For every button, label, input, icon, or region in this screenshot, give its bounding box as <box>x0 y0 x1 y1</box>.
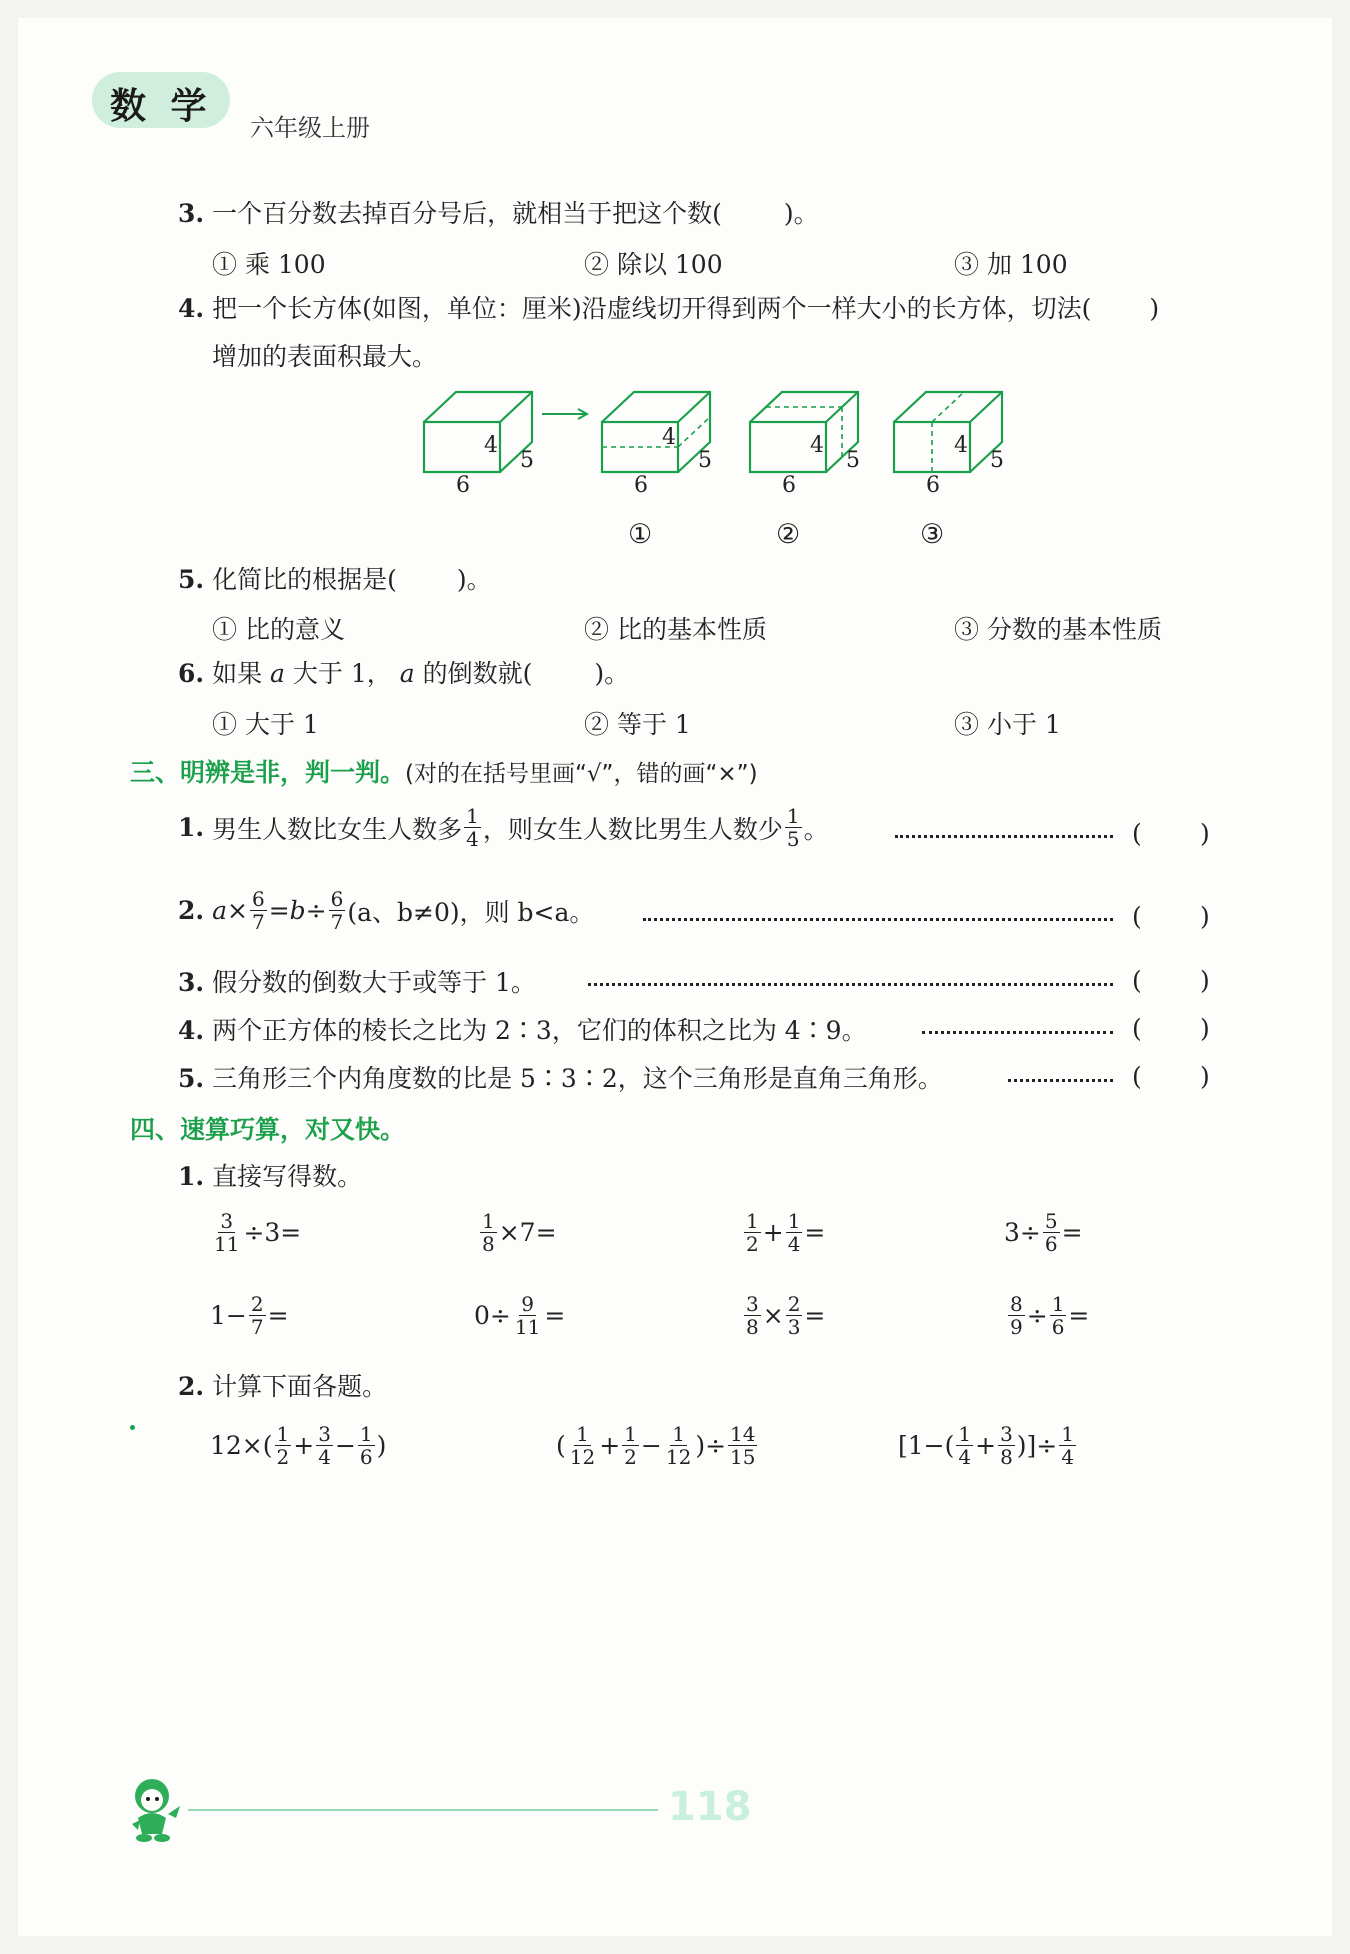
question-number: 3. <box>178 968 205 997</box>
numerator: 3 <box>220 1209 234 1233</box>
leader-dots <box>922 1031 1113 1034</box>
expression-text: )]÷ <box>1016 1431 1058 1460</box>
question-stem-end: )。 <box>456 565 492 594</box>
numerator: 1 <box>1061 1422 1074 1446</box>
question-number: 5. <box>178 1064 205 1093</box>
expression-text: ( <box>556 1431 566 1460</box>
cuboid-cut-1 <box>602 392 710 472</box>
numerator: 3 <box>318 1422 331 1446</box>
question-stem: 大于 1， <box>292 659 392 688</box>
question-stem: 直接写得数。 <box>212 1162 363 1191</box>
question-stem-end: )。 <box>594 659 630 688</box>
numerator: 2 <box>787 1292 801 1316</box>
fraction <box>744 1210 761 1255</box>
calc2-expr-1 <box>210 1423 386 1468</box>
numerator: 1 <box>787 1209 801 1233</box>
denominator: 7 <box>250 1315 264 1339</box>
denominator: 6 <box>359 1445 373 1469</box>
numerator: 1 <box>359 1422 373 1446</box>
expression-text: = <box>804 1218 826 1247</box>
fraction <box>358 1423 375 1468</box>
numerator: 1 <box>958 1422 972 1446</box>
calc-item-6 <box>474 1293 565 1338</box>
question-5 <box>178 563 492 597</box>
denominator: 3 <box>787 1315 801 1339</box>
cut-option-2[interactable]: ② <box>776 519 801 550</box>
cuboid-figure <box>400 380 1040 555</box>
fraction <box>568 1423 597 1468</box>
judge-2 <box>178 888 594 933</box>
dim-width: 5 <box>990 448 1004 473</box>
numerator: 1 <box>576 1422 589 1446</box>
judge-5 <box>178 1062 943 1096</box>
judge-2-answer-open[interactable]: ( <box>1132 902 1142 931</box>
statement-text: 。 <box>803 814 829 844</box>
judge-3-answer-open[interactable]: ( <box>1132 966 1142 995</box>
question-number: 2. <box>178 896 205 925</box>
section-4-heading: 四、速算巧算，对又快。 <box>130 1115 406 1144</box>
arrow-icon <box>542 409 587 419</box>
denominator: 4 <box>1061 1445 1074 1469</box>
denominator: 15 <box>730 1445 756 1469</box>
question-number: 1. <box>178 1162 205 1191</box>
cuboid-cut-3 <box>894 392 1002 472</box>
calc-item-4 <box>1004 1210 1083 1255</box>
judge-3 <box>178 966 536 1000</box>
calc2-expr-3 <box>898 1423 1078 1468</box>
fraction <box>316 1423 333 1468</box>
fraction <box>786 1293 803 1338</box>
denominator: 4 <box>318 1445 331 1469</box>
expression-text: ) <box>376 1431 387 1460</box>
expression-text: ×7= <box>498 1218 557 1247</box>
expression-text: ÷3= <box>243 1218 302 1247</box>
statement-text: ，则女生人数比男生人数少 <box>482 814 783 844</box>
calc-item-8 <box>1006 1293 1089 1338</box>
fraction <box>1059 1423 1076 1468</box>
fraction <box>786 1210 803 1255</box>
fraction <box>728 1423 757 1468</box>
denominator: 2 <box>624 1445 637 1469</box>
leader-dots <box>895 835 1113 838</box>
dim-height: 4 <box>484 433 498 458</box>
question-stem: 把一个长方体(如图，单位：厘米)沿虚线切开得到两个一样大小的长方体，切法( <box>212 294 1092 323</box>
denominator: 6 <box>1051 1315 1065 1339</box>
operator: − <box>334 1431 356 1460</box>
question-number: 6. <box>178 659 205 688</box>
numerator: 8 <box>1010 1292 1023 1316</box>
fraction <box>464 805 481 850</box>
question-stem: 的倒数就( <box>422 659 533 688</box>
question-stem-end: ) <box>1149 294 1160 323</box>
judge-1 <box>178 805 829 850</box>
fraction <box>249 1293 266 1338</box>
question-3 <box>178 197 819 231</box>
dim-length: 6 <box>782 473 796 498</box>
footer-rule <box>188 1809 658 1811</box>
leader-dots <box>643 918 1113 921</box>
statement-text: 三角形三个内角度数的比是 5∶3∶2，这个三角形是直角三角形。 <box>212 1064 943 1093</box>
q3-option-3[interactable]: ③ 加 100 <box>954 250 1068 279</box>
denominator: 9 <box>1010 1315 1023 1339</box>
dim-width: 5 <box>698 448 712 473</box>
calc-item-7 <box>742 1293 825 1338</box>
variable-a: a <box>270 659 285 688</box>
dim-height: 4 <box>662 425 676 450</box>
question-number: 5. <box>178 565 205 594</box>
judge-5-answer-close[interactable]: ) <box>1200 1062 1210 1091</box>
question-4-line2: 增加的表面积最大。 <box>212 342 438 371</box>
expression-text: = <box>1061 1218 1083 1247</box>
header-grade: 六年级上册 <box>250 114 370 142</box>
denominator: 2 <box>746 1232 759 1256</box>
calc-item-5 <box>210 1293 289 1338</box>
dim-length: 6 <box>926 473 940 498</box>
judge-4 <box>178 1014 867 1048</box>
denominator: 8 <box>1000 1445 1013 1469</box>
numerator: 14 <box>730 1422 756 1446</box>
judge-4-answer-open[interactable]: ( <box>1132 1014 1142 1043</box>
statement-text: 男生人数比女生人数多 <box>212 814 463 844</box>
calc-2-heading <box>178 1370 387 1404</box>
calc-item-1 <box>210 1210 301 1255</box>
cuboid-cut-2 <box>750 392 858 472</box>
expression-text: = <box>544 1301 566 1330</box>
numerator: 3 <box>746 1292 759 1316</box>
green-dot <box>130 1425 135 1430</box>
q6-option-2[interactable]: ② 等于 1 <box>584 710 691 739</box>
question-6 <box>178 657 629 691</box>
cut-option-3[interactable]: ③ <box>920 519 945 550</box>
numerator: 6 <box>251 887 265 911</box>
dim-length: 6 <box>634 473 648 498</box>
expression-text: 1− <box>210 1301 247 1330</box>
denominator: 4 <box>787 1232 801 1256</box>
fraction <box>998 1423 1015 1468</box>
operator: + <box>599 1431 621 1460</box>
fraction <box>1050 1293 1067 1338</box>
question-stem: 计算下面各题。 <box>212 1372 388 1401</box>
section-3-heading <box>130 753 758 789</box>
fraction <box>785 805 802 850</box>
question-number: 1. <box>178 813 205 842</box>
calc-item-2 <box>478 1210 557 1255</box>
fraction <box>744 1293 761 1338</box>
numerator: 1 <box>482 1209 495 1233</box>
expression-text: = <box>804 1301 826 1330</box>
dim-length: 6 <box>456 473 470 498</box>
numerator: 6 <box>330 887 344 911</box>
judge-3-answer-close[interactable]: ) <box>1200 966 1210 995</box>
dim-width: 5 <box>520 448 534 473</box>
numerator: 1 <box>786 804 800 828</box>
operator: + <box>975 1431 997 1460</box>
fraction <box>480 1210 497 1255</box>
denominator: 12 <box>569 1445 596 1469</box>
expression-text: 0÷ <box>474 1301 511 1330</box>
judge-2-answer-close[interactable]: ) <box>1200 902 1210 931</box>
numerator: 2 <box>250 1292 264 1316</box>
operator: ÷ <box>1026 1301 1048 1330</box>
numerator: 1 <box>672 1422 685 1446</box>
denominator: 8 <box>482 1232 495 1256</box>
question-stem: 一个百分数去掉百分号后，就相当于把这个数( <box>212 199 722 228</box>
numerator: 3 <box>1000 1422 1013 1446</box>
fraction <box>250 888 267 933</box>
fraction <box>664 1423 693 1468</box>
q6-option-3[interactable]: ③ 小于 1 <box>954 710 1061 739</box>
q5-option-3[interactable]: ③ 分数的基本性质 <box>954 615 1162 644</box>
denominator: 2 <box>276 1445 290 1469</box>
fraction <box>212 1210 241 1255</box>
question-number: 2. <box>178 1372 205 1401</box>
operator: − <box>640 1431 662 1460</box>
judge-1-answer-open[interactable]: ( <box>1132 819 1142 848</box>
question-number: 4. <box>178 1016 205 1045</box>
expression-text: 3÷ <box>1004 1218 1041 1247</box>
numerator: 5 <box>1044 1209 1058 1233</box>
question-4 <box>178 292 1159 326</box>
judge-1-answer-close[interactable]: ) <box>1200 819 1210 848</box>
calc2-expr-2 <box>556 1423 759 1468</box>
leader-dots <box>1008 1079 1113 1082</box>
operator: × <box>762 1301 784 1330</box>
q3-option-2[interactable]: ② 除以 100 <box>584 250 723 279</box>
denominator: 12 <box>665 1445 692 1469</box>
numerator: 1 <box>276 1422 290 1446</box>
variable-a: a <box>399 659 415 688</box>
denominator: 4 <box>466 827 479 851</box>
expression-text: = <box>267 1301 289 1330</box>
fraction <box>1008 1293 1025 1338</box>
statement-text: 两个正方体的棱长之比为 2∶3，它们的体积之比为 4∶9。 <box>212 1016 867 1045</box>
calc-item-3 <box>742 1210 825 1255</box>
q5-option-2[interactable]: ② 比的基本性质 <box>584 615 767 644</box>
operator: + <box>293 1431 315 1460</box>
expression-text: )÷ <box>695 1431 727 1460</box>
fraction <box>513 1293 542 1338</box>
numerator: 9 <box>521 1292 534 1316</box>
numerator: 1 <box>624 1422 637 1446</box>
leader-dots <box>588 983 1113 986</box>
q3-option-1[interactable]: ① 乘 100 <box>212 250 326 279</box>
header-brand: 数 学 <box>110 86 213 127</box>
denominator: 5 <box>786 827 800 851</box>
denominator: 7 <box>251 910 265 934</box>
q6-option-1[interactable]: ① 大于 1 <box>212 710 319 739</box>
numerator: 1 <box>466 804 479 828</box>
fraction <box>622 1423 639 1468</box>
page-number: 118 <box>668 1784 752 1830</box>
q5-option-1[interactable]: ① 比的意义 <box>212 615 345 644</box>
judge-5-answer-open[interactable]: ( <box>1132 1062 1142 1091</box>
dim-height: 4 <box>954 433 968 458</box>
dim-width: 5 <box>846 448 860 473</box>
numerator: 1 <box>746 1209 759 1233</box>
denominator: 7 <box>330 910 344 934</box>
statement-text: =b÷ <box>268 896 327 925</box>
denominator: 4 <box>958 1445 972 1469</box>
calc-1-heading <box>178 1160 362 1194</box>
section-note: (对的在括号里画“√”，错的画“×”) <box>405 761 758 787</box>
fraction <box>275 1423 292 1468</box>
question-stem: 如果 <box>212 659 263 688</box>
denominator: 11 <box>514 1315 541 1339</box>
question-stem-end: )。 <box>783 199 819 228</box>
question-number: 4. <box>178 294 205 323</box>
judge-4-answer-close[interactable]: ) <box>1200 1014 1210 1043</box>
fraction <box>329 888 346 933</box>
numerator: 1 <box>1051 1292 1065 1316</box>
denominator: 8 <box>746 1315 759 1339</box>
fraction <box>956 1423 973 1468</box>
cut-option-1[interactable]: ① <box>628 519 653 550</box>
expression-text: = <box>1068 1301 1090 1330</box>
cuboid-original <box>424 392 532 472</box>
expression-text: [1−( <box>898 1431 955 1460</box>
statement-text: a× <box>212 896 248 925</box>
section-title: 三、明辨是非，判一判。 <box>130 758 406 787</box>
dim-height: 4 <box>810 433 824 458</box>
expression-text: 12×( <box>210 1431 273 1460</box>
statement-text: 假分数的倒数大于或等于 1。 <box>212 968 536 997</box>
denominator: 11 <box>214 1232 240 1256</box>
fraction <box>1043 1210 1060 1255</box>
question-stem: 化简比的根据是( <box>212 565 397 594</box>
denominator: 6 <box>1044 1232 1058 1256</box>
operator: + <box>762 1218 784 1247</box>
mascot-icon <box>124 1774 190 1844</box>
statement-text: (a、b≠0)，则 b<a。 <box>347 897 595 927</box>
question-number: 3. <box>178 199 205 228</box>
